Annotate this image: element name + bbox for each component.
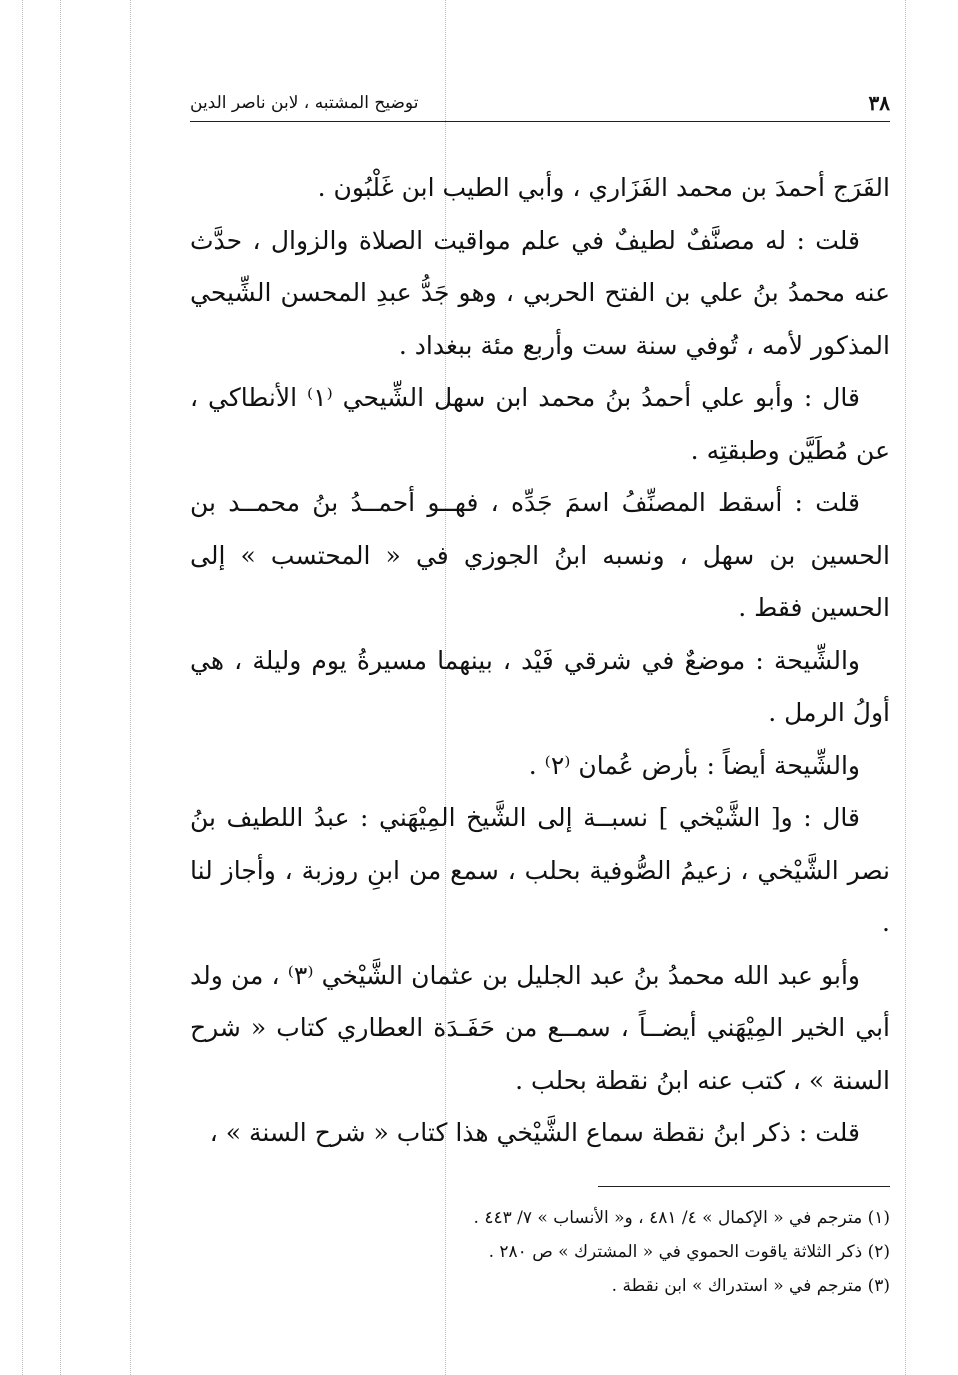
- paragraph: قال : و[ الشَّيْخي ] نسبــة إلى الشَّيخ المِيْهَني : عبدُ اللطيف بنُ نصر الشَّيْخي ، زعيمُ الصُّوفية بحلب ، سمع من ابنِ روزبة ، وأجاز لنا .: [190, 803, 890, 937]
- paragraph: والشِّيحة أيضاً : بأرض عُمان ⁽٢⁾ .: [528, 750, 860, 780]
- paragraph: والشِّيحة : موضعٌ في شرقي فَيْد ، بينهما مسيرةُ يوم وليلة ، هي أولُ الرمل .: [190, 645, 890, 727]
- paragraph: وأبو عبد الله محمدُ بنُ عبد الجليل بن عثمان الشَّيْخي ⁽٣⁾ ، من ولد أبي الخير المِيْهَني أيضــاً ، سمــع من حَفَـدَة العطاري كتاب « شرح السنة » ، كتب عنه ابنُ نقطة بحلب .: [190, 960, 890, 1095]
- margin-guide-right: [905, 0, 906, 1375]
- margin-guide-center-left: [130, 0, 131, 1375]
- book-page: [190, 85, 890, 1295]
- main-text: [190, 162, 890, 1160]
- footnote-divider: [598, 1186, 890, 1187]
- margin-guide-left: [22, 0, 23, 1375]
- page-number: ٣٨: [868, 91, 890, 115]
- footnote: (٣) مترجم في « استدراك » ابن نقطة .: [611, 1275, 890, 1296]
- paragraph: قلت : له مصنَّفٌ لطيفٌ في علم مواقيت الصلاة والزوال ، حدَّث عنه محمدُ بنُ علي بن الفتح الحربي ، وهو جَدُّ عبدِ المحسن الشِّيحي المذكور لأمه ، تُوفي سنة ست وأربع مئة ببغداد .: [190, 225, 890, 360]
- footnote: (١) مترجم في « الإكمال » ٤/ ٤٨١ ، و« الأنساب » ٧/ ٤٤٣ .: [473, 1207, 890, 1228]
- paragraph: قلت : ذكر ابنُ نقطة سماع الشَّيْخي هذا كتاب « شرح السنة » ،: [209, 1118, 860, 1147]
- paragraph: قلت : أسقط المصنِّفُ اسمَ جَدِّه ، فهــو أحمــدُ بنُ محمــد بن الحسين بن سهل ، ونسبه ابنُ الجوزي في « المحتسب » إلى الحسين فقط .: [190, 488, 890, 622]
- paragraph: الفَرَج أحمدَ بن محمد الفَزَاري ، وأبي الطيب ابن غَلْبُون .: [317, 173, 890, 202]
- footnotes: [190, 1201, 890, 1303]
- margin-guide-left-inner: [60, 0, 61, 1375]
- page-header: [190, 85, 890, 122]
- running-title: توضيح المشتبه ، لابن ناصر الدين: [190, 93, 419, 113]
- paragraph: قال : وأبو علي أحمدُ بنُ محمد ابن سهل الشِّيحي ⁽١⁾ الأنطاكي ، عن مُطَيَّن وطبقتِه .: [190, 383, 890, 465]
- footnote: (٢) ذكر الثلاثة ياقوت الحموي في « المشترك » ص ٢٨٠ .: [488, 1241, 890, 1262]
